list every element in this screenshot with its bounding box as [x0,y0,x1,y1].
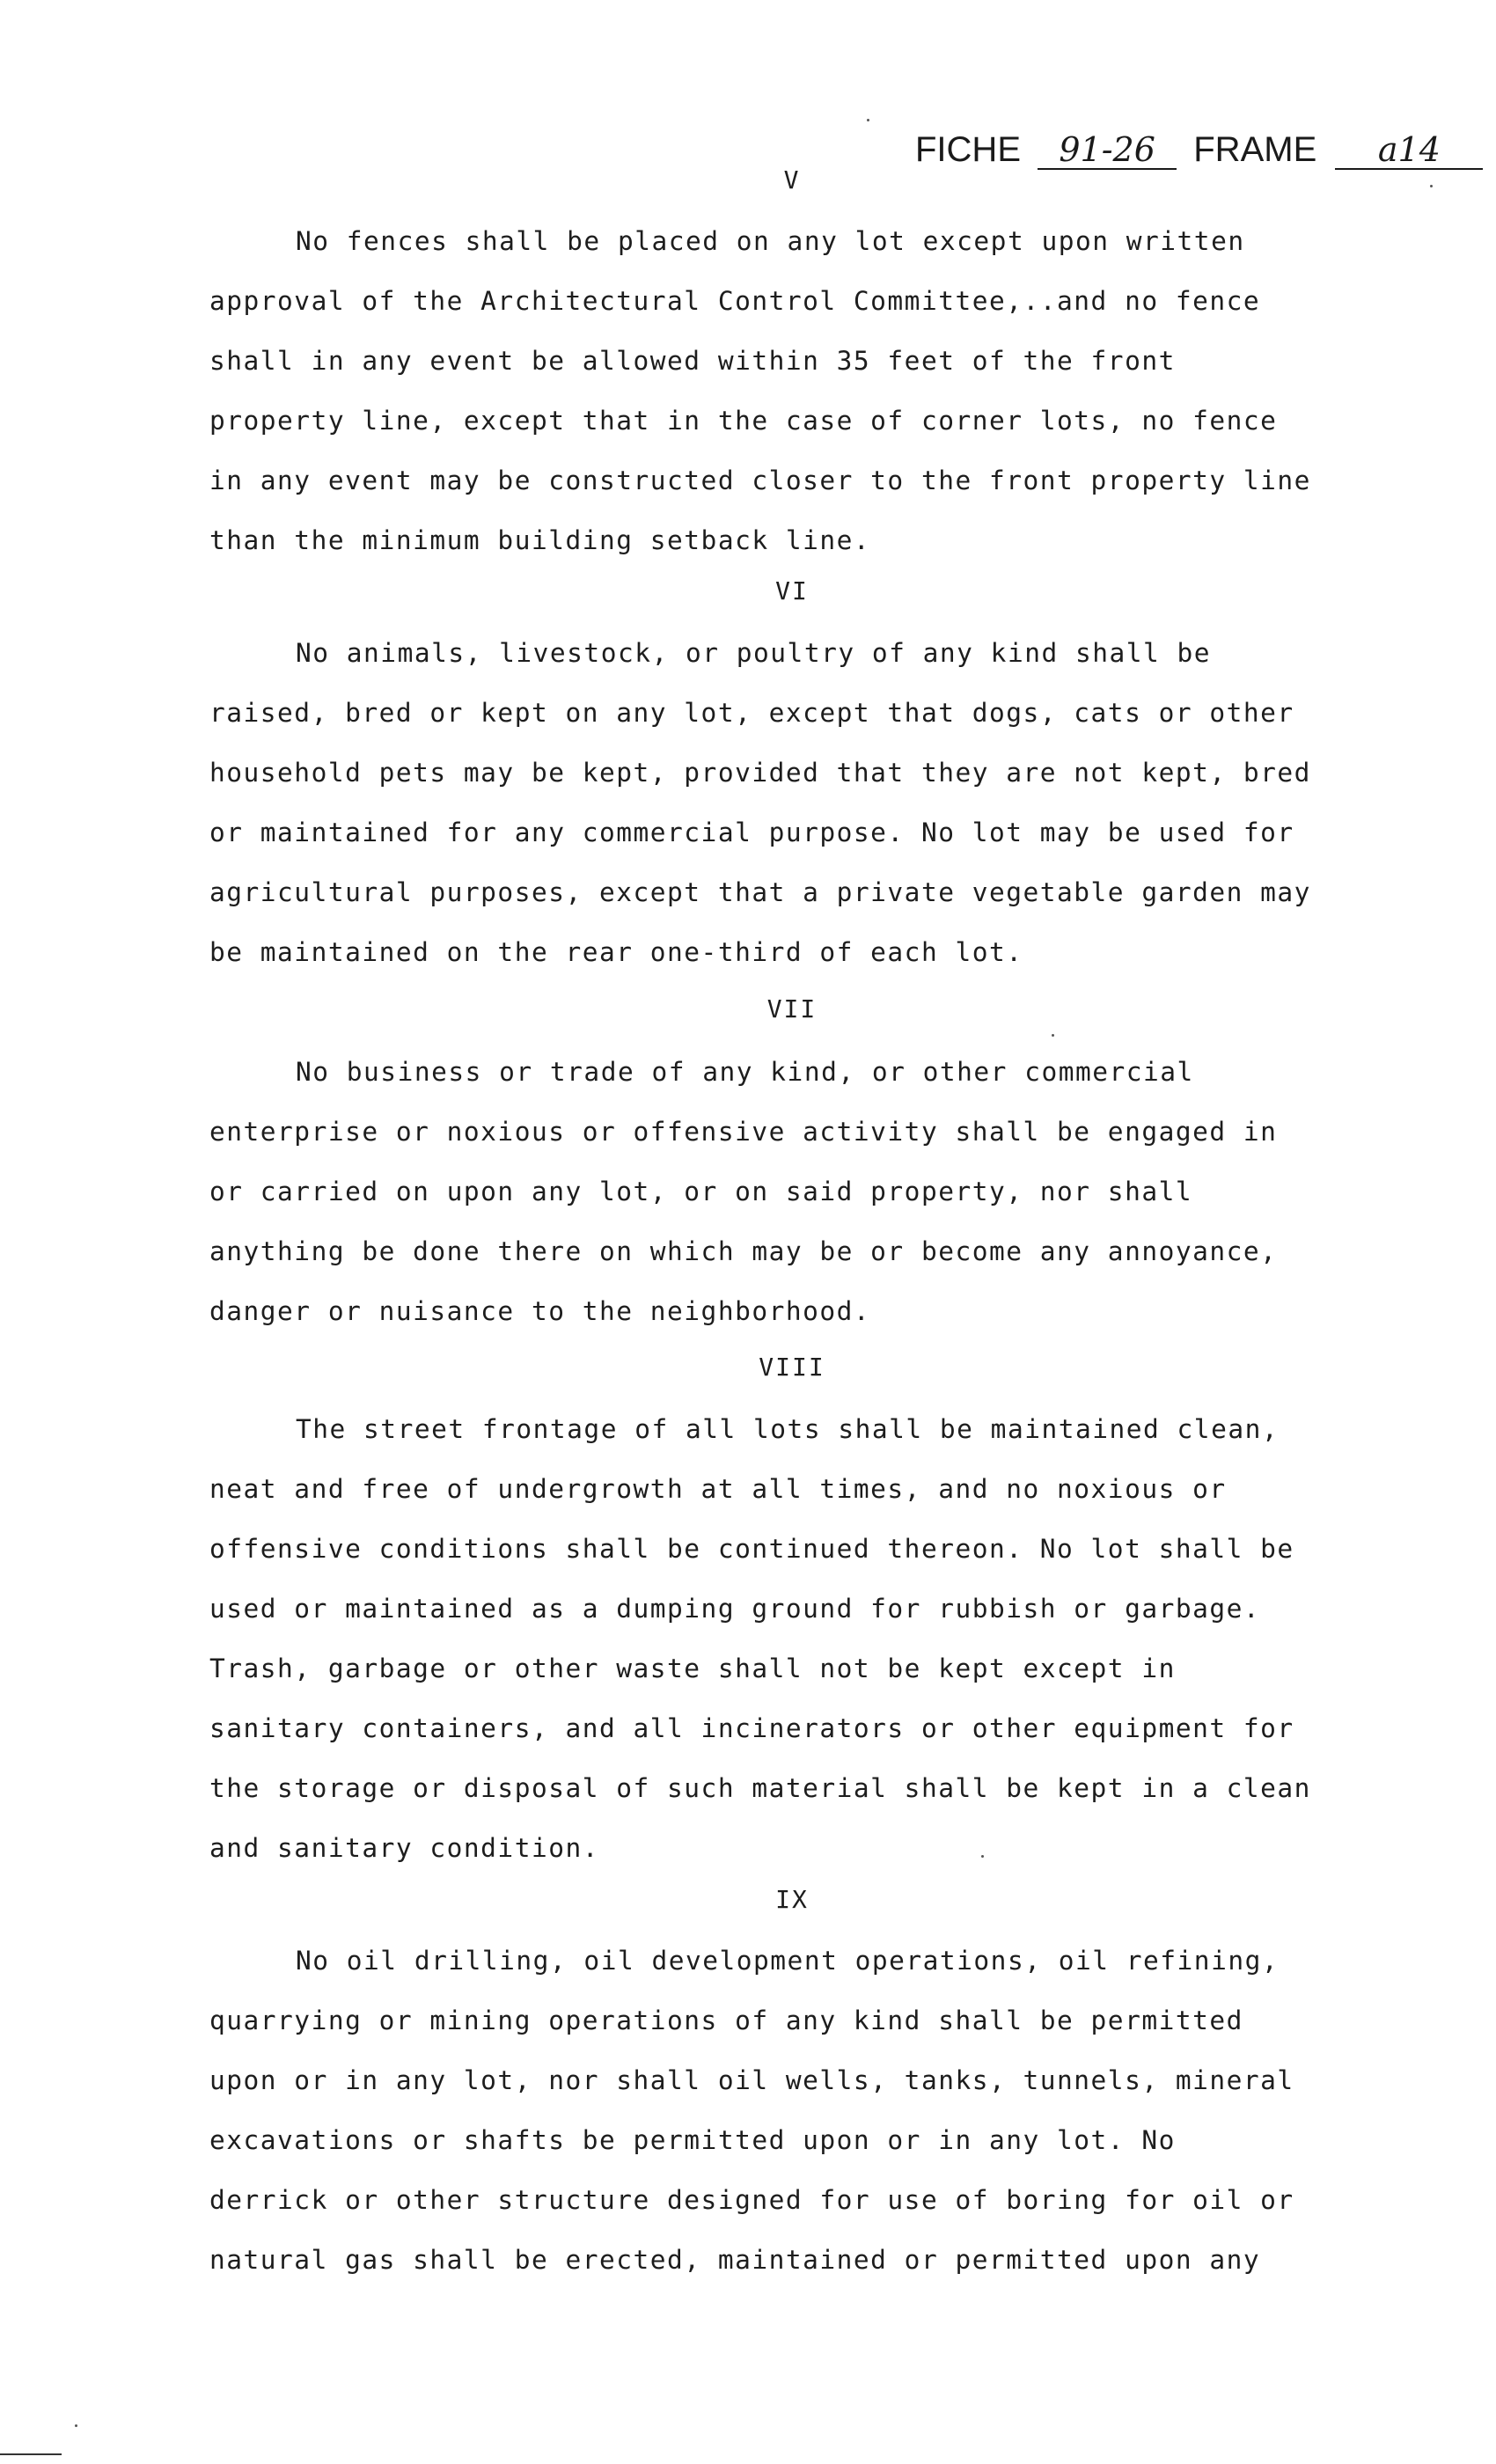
frame-label: FRAME [1193,130,1317,169]
paragraph-line: in any event may be constructed closer to the front property line [209,466,1311,495]
frame-number: a14 [1335,133,1483,170]
section-number-viii: VIII [759,1353,825,1382]
section-ix-paragraph [209,1931,1389,2290]
paragraph-line: upon or in any lot, nor shall oil wells, tanks, tunnels, mineral [209,2065,1294,2095]
scan-speck [981,1855,984,1858]
paragraph-line: the storage or disposal of such material shall be kept in a clean [209,1773,1311,1803]
paragraph-line: or maintained for any commercial purpose. No lot may be used for [209,818,1294,847]
scan-edge-mark [0,2453,62,2455]
paragraph-line: agricultural purposes, except that a private vegetable garden may [209,877,1311,907]
fiche-label: FICHE [915,130,1021,169]
fiche-frame-header [915,130,1483,170]
paragraph-line: No business or trade of any kind, or other commercial [296,1057,1194,1087]
paragraph-line: No oil drilling, oil development operations, oil refining, [296,1946,1280,1976]
paragraph-line: raised, bred or kept on any lot, except that dogs, cats or other [209,698,1294,728]
paragraph-line: No animals, livestock, or poultry of any kind shall be [296,638,1212,668]
paragraph-line: offensive conditions shall be continued thereon. No lot shall be [209,1534,1294,1564]
paragraph-line: household pets may be kept, provided that they are not kept, bred [209,758,1311,788]
paragraph-line: sanitary containers, and all incinerators or other equipment for [209,1713,1294,1743]
paragraph-line: quarrying or mining operations of any kind shall be permitted [209,2006,1243,2035]
section-number-vi: VI [775,576,809,605]
paragraph-line: property line, except that in the case of corner lots, no fence [209,406,1278,436]
section-number-v: V [783,165,801,194]
paragraph-line: excavations or shafts be permitted upon or in any lot. No [209,2125,1176,2155]
paragraph-line: natural gas shall be erected, maintained or permitted upon any [209,2245,1261,2275]
section-number-vii: VII [766,994,818,1023]
scan-speck [867,119,869,121]
paragraph-line: used or maintained as a dumping ground for rubbish or garbage. [209,1594,1261,1624]
paragraph-line: enterprise or noxious or offensive activity shall be engaged in [209,1117,1278,1147]
paragraph-line: danger or nuisance to the neighborhood. [209,1296,871,1326]
paragraph-line: derrick or other structure designed for use of boring for oil or [209,2185,1294,2215]
paragraph-line: be maintained on the rear one-third of each lot. [209,937,1023,967]
paragraph-line: No fences shall be placed on any lot except upon written [296,226,1245,256]
paragraph-line: and sanitary condition. [209,1833,599,1863]
paragraph-line: approval of the Architectural Control Committee,..and no fence [209,286,1261,316]
paragraph-line: or carried on upon any lot, or on said property, nor shall [209,1177,1193,1206]
paragraph-line: The street frontage of all lots shall be maintained clean, [296,1414,1280,1444]
paragraph-line: anything be done there on which may be or become any annoyance, [209,1236,1278,1266]
section-vi-paragraph [209,623,1389,982]
section-viii-paragraph [209,1399,1389,1878]
fiche-number: 91-26 [1038,133,1177,170]
scan-speck [1052,1034,1054,1037]
paragraph-line: shall in any event be allowed within 35 feet of the front [209,346,1176,376]
section-number-ix: IX [775,1885,809,1914]
paragraph-line: than the minimum building setback line. [209,525,871,555]
paragraph-line: Trash, garbage or other waste shall not be kept except in [209,1654,1176,1683]
section-vii-paragraph [209,1042,1389,1341]
scan-speck [1430,185,1433,187]
scan-speck [75,2424,77,2427]
paragraph-line: neat and free of undergrowth at all times, and no noxious or [209,1474,1227,1504]
section-v-paragraph [209,211,1389,570]
